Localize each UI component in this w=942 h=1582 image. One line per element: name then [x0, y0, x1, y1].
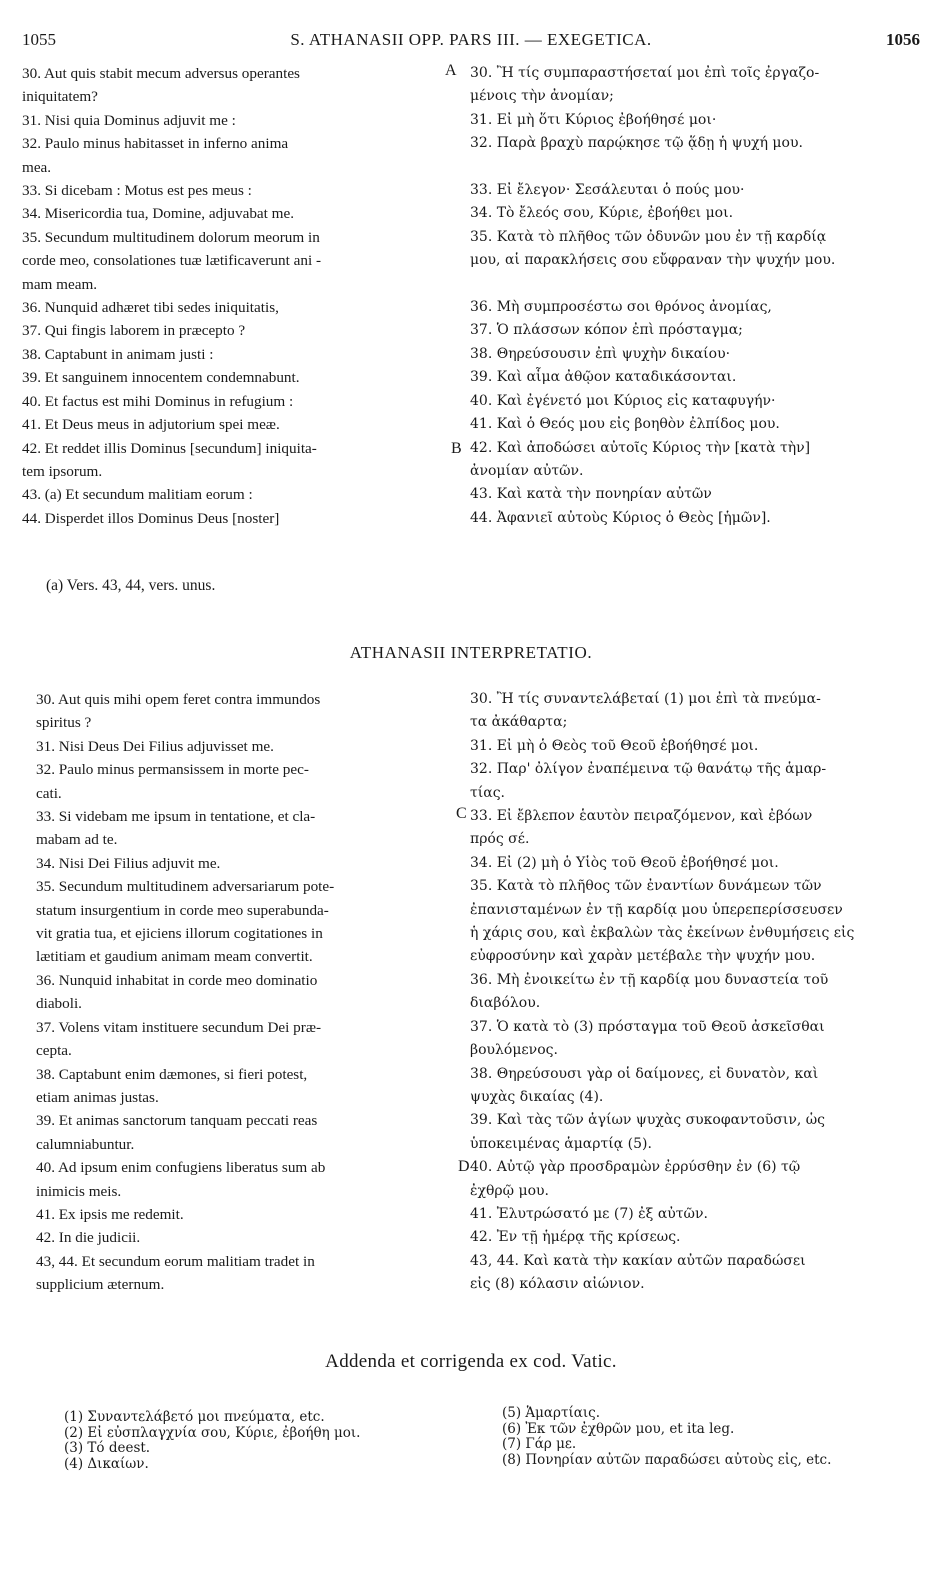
text-line: 41. Ex ipsis me redemit. [36, 1205, 184, 1223]
text-line: πρός σέ. [470, 831, 530, 848]
text-line: 34. Nisi Dei Filius adjuvit me. [36, 854, 221, 872]
text-line: μένοις τὴν ἀνομίαν; [470, 88, 614, 105]
text-line: (3) Τό deest. [64, 1440, 151, 1456]
text-line: 38. Θηρεύσουσι γὰρ οἱ δαίμονες, εἰ δυνατὸν, καὶ [470, 1065, 819, 1082]
text-line: 32. Παρ' ὀλίγον ἐναπέμεινα τῷ θανάτῳ τῆς ἁμαρ- [470, 761, 827, 778]
margin-marker-b: B [451, 440, 462, 457]
text-line: 34. Misericordia tua, Domine, adjuvabat me. [22, 205, 295, 223]
text-line: 43. (a) Et secundum malitiam eorum : [22, 486, 253, 504]
text-line: 33. Si dicebam : Motus est pes meus : [22, 182, 252, 200]
running-header [22, 30, 920, 58]
text-line: 38. Θηρεύσουσιν ἐπὶ ψυχὴν δικαίου· [470, 345, 731, 362]
text-line: 44. Disperdet illos Dominus Deus [noster] [22, 509, 280, 527]
text-line: 43, 44. Et secundum eorum malitiam tradet in [36, 1252, 315, 1270]
right-page-number: 1056 [886, 30, 920, 49]
running-title: S. ATHANASII OPP. PARS III. — EXEGETICA. [290, 30, 652, 49]
text-line: 41. Ἐλυτρώσατό με (7) ἐξ αὐτῶν. [470, 1205, 708, 1222]
text-line: 32. Paulo minus permansissem in morte pec- [36, 761, 309, 779]
text-line: cepta. [36, 1042, 72, 1060]
text-line: 40. Et factus est mihi Dominus in refugium : [22, 392, 294, 410]
text-line: supplicium æternum. [36, 1276, 165, 1294]
text-line: 37. Ὁ πλάσσων κόπον ἐπὶ πρόσταγμα; [470, 322, 743, 339]
text-line: 35. Κατὰ τὸ πλῆθος τῶν ἐναντίων δυνάμεων τῶν [470, 878, 822, 895]
text-line: 31. Nisi Deus Dei Filius adjuvisset me. [36, 737, 274, 755]
text-line: 37. Volens vitam instituere secundum Dei præ- [36, 1018, 322, 1036]
text-line: 42. Ἐν τῇ ἡμέρᾳ τῆς κρίσεως. [470, 1229, 681, 1246]
text-line: 32. Paulo minus habitasset in inferno anima [22, 135, 289, 153]
psalm-latin-column [22, 62, 460, 530]
text-line: 43. Καὶ κατὰ τὴν πονηρίαν αὐτῶν [470, 486, 712, 503]
text-line: 37. Qui fingis laborem in præcepto ? [22, 322, 246, 340]
text-line: (6) Ἐκ τῶν ἐχθρῶν μου, et ita leg. [502, 1420, 735, 1437]
text-line: statum insurgentium in corde meo superabunda- [36, 901, 329, 919]
text-line: 36. Μὴ ἐνοικείτω ἐν τῇ καρδίᾳ μου δυναστεία τοῦ [470, 971, 829, 988]
interpretation-latin-column [36, 688, 456, 1297]
text-line: 42. Et reddet illis Dominus [secundum] iniquita- [22, 439, 317, 457]
text-line: 36. Μὴ συμπροσέστω σοι θρόνος ἀνομίας, [470, 299, 772, 316]
text-line: τίας. [470, 784, 505, 801]
margin-marker-d: D [458, 1158, 470, 1175]
text-line: 39. Et sanguinem innocentem condemnabunt. [22, 369, 300, 387]
text-line: 42. Καὶ ἀποδώσει αὐτοῖς Κύριος τὴν [κατὰ τὴν] [470, 439, 811, 456]
text-line: 35. Secundum multitudinem dolorum meorum in [22, 228, 320, 246]
text-line: mea. [22, 158, 52, 176]
text-line: 30. Aut quis stabit mecum adversus operantes [22, 65, 300, 82]
text-line: (4) Δικαίων. [64, 1455, 149, 1472]
text-line: lætitiam et gaudium animam meam convertit. [36, 948, 313, 966]
text-line: 35. Secundum multitudinem adversariarum pote- [36, 878, 335, 896]
text-line: ἡ χάρις σου, καὶ ἐκβαλὼν τὰς ἐκείνων ἐνθυμήσεις εἰς [470, 925, 855, 942]
text-line: cati. [36, 784, 62, 802]
text-line: 33. Εἰ ἔλεγον· Σεσάλευται ὁ πούς μου· [470, 182, 745, 199]
text-line: diaboli. [36, 995, 82, 1013]
text-line: 41. Καὶ ὁ Θεός μου εἰς βοηθὸν ἐλπίδος μου. [470, 416, 780, 433]
addenda-title: Addenda et corrigenda ex cod. Vatic. [325, 1351, 617, 1372]
text-line: 31. Εἰ μὴ ὁ Θεὸς τοῦ Θεοῦ ἐβοήθησέ μοι. [470, 737, 759, 754]
left-page-number: 1055 [22, 30, 56, 49]
text-line: ψυχὰς δικαίας (4). [470, 1088, 604, 1105]
text-line: (7) Γάρ με. [502, 1436, 577, 1452]
text-line: 42. In die judicii. [36, 1229, 141, 1247]
text-line: (8) Πονηρίαν αὐτῶν παραδώσει αὐτοὺς εἰς, etc. [502, 1451, 832, 1468]
text-line: ἐπανισταμένων ἐν τῇ καρδίᾳ μου ὑπερεπερίσσευσεν [470, 901, 843, 918]
text-line: 40. Αὐτῷ γὰρ προσδραμὼν ἐρρύσθην ἐν (6) τῷ [470, 1159, 801, 1176]
text-line: τα ἀκάθαρτα; [470, 714, 568, 731]
text-line: 30. Aut quis mihi opem feret contra immundos [36, 691, 321, 708]
text-line: 38. Captabunt in animam justi : [22, 345, 214, 363]
text-line: 33. Εἰ ἔβλεπον ἑαυτὸν πειραζόμενον, καὶ ἐβόων [470, 808, 813, 825]
addenda-right-column [502, 1406, 902, 1468]
text-line: εὐφροσύνην καὶ χαρὰν μετέβαλε τὴν ψυχήν μου. [470, 948, 816, 965]
text-line [470, 273, 895, 296]
text-line: 40. Ad ipsum enim confugiens liberatus sum ab [36, 1159, 326, 1177]
text-line: inimicis meis. [36, 1182, 122, 1200]
interpretation-greek-column [470, 688, 900, 1297]
section-title: ATHANASII INTERPRETATIO. [349, 643, 593, 662]
text-line: 33. Si videbam me ipsum in tentatione, et cla- [36, 808, 316, 826]
text-line: mabam ad te. [36, 831, 118, 849]
text-line: tem ipsorum. [22, 462, 103, 480]
addenda-left-column [64, 1410, 464, 1472]
text-line: 44. Ἀφανιεῖ αὐτοὺς Κύριος ὁ Θεὸς [ἡμῶν]. [470, 509, 771, 526]
text-line: 34. Εἰ (2) μὴ ὁ Υἱὸς τοῦ Θεοῦ ἐβοήθησέ μοι. [470, 854, 779, 871]
text-line: 38. Captabunt enim dæmones, si fieri potest, [36, 1065, 308, 1083]
text-line: 30. Ἢ τίς συμπαραστήσεταί μοι ἐπὶ τοῖς ἐργαζο- [470, 65, 820, 81]
text-line: (1) Συναντελάβετό μοι πνεύματα, etc. [64, 1409, 325, 1425]
text-line: διαβόλου. [470, 995, 541, 1012]
text-line: 43, 44. Καὶ κατὰ τὴν κακίαν αὐτῶν παραδώσει [470, 1252, 806, 1269]
text-line: calumniabuntur. [36, 1135, 135, 1153]
text-line: βουλόμενος. [470, 1042, 558, 1059]
footnote: (a) Vers. 43, 44, vers. unus. [46, 577, 216, 594]
text-line: 31. Nisi quia Dominus adjuvit me : [22, 111, 236, 129]
text-line: spiritus ? [36, 714, 92, 732]
text-line: 31. Εἰ μὴ ὅτι Κύριος ἐβοήθησέ μοι· [470, 111, 717, 128]
text-line: 39. Καὶ τὰς τῶν ἁγίων ψυχὰς συκοφαντοῦσιν, ὡς [470, 1112, 825, 1129]
text-line: 39. Et animas sanctorum tanquam peccati reas [36, 1112, 318, 1130]
text-line: 40. Καὶ ἐγένετό μοι Κύριος εἰς καταφυγήν· [470, 392, 776, 409]
text-line: iniquitatem? [22, 88, 98, 106]
text-line: ὑποκειμένας ἁμαρτίᾳ (5). [470, 1135, 652, 1152]
text-line: vit gratia tua, et ejiciens illorum cogitationes in [36, 925, 323, 943]
text-line: etiam animas justas. [36, 1088, 159, 1106]
text-line: 37. Ὁ κατὰ τὸ (3) πρόσταγμα τοῦ Θεοῦ ἀσκεῖσθαι [470, 1018, 825, 1035]
text-line: corde meo, consolationes tuæ lætificaverunt ani - [22, 252, 322, 270]
text-line: μου, αἱ παρακλήσεις σου εὔφραναν τὴν ψυχήν μου. [470, 252, 836, 269]
text-line: 41. Et Deus meus in adjutorium spei meæ. [22, 416, 280, 434]
text-line: 32. Παρὰ βραχὺ παρῴκησε τῷ ᾅδῃ ἡ ψυχή μου. [470, 135, 803, 152]
margin-marker-a: A [445, 62, 457, 79]
text-line: 35. Κατὰ τὸ πλῆθος τῶν ὀδυνῶν μου ἐν τῇ καρδίᾳ [470, 228, 827, 245]
text-line: 34. Τὸ ἔλεός σου, Κύριε, ἐβοήθει μοι. [470, 205, 734, 222]
psalm-greek-column [470, 62, 895, 530]
text-line: 30. Ἢ τίς συναντελάβεταί (1) μοι ἐπὶ τὰ πνεύμα- [470, 691, 821, 707]
text-line: ἐχθρῷ μου. [470, 1182, 550, 1199]
text-line: 36. Nunquid inhabitat in corde meo dominatio [36, 971, 318, 989]
text-line: 36. Nunquid adhæret tibi sedes iniquitatis, [22, 299, 279, 317]
text-line: (5) Ἁμαρτίαις. [502, 1405, 601, 1421]
margin-marker-c: C [456, 805, 467, 822]
text-line: (2) Εἰ εὐσπλαγχνία σου, Κύριε, ἐβοήθη μοι. [64, 1424, 361, 1441]
text-line [470, 156, 895, 179]
text-line: 39. Καὶ αἷμα ἀθῷον καταδικάσονται. [470, 369, 737, 386]
text-line: ἀνομίαν αὐτῶν. [470, 462, 584, 479]
text-line: εἰς (8) κόλασιν αἰώνιον. [470, 1276, 645, 1293]
text-line: mam meam. [22, 275, 98, 293]
